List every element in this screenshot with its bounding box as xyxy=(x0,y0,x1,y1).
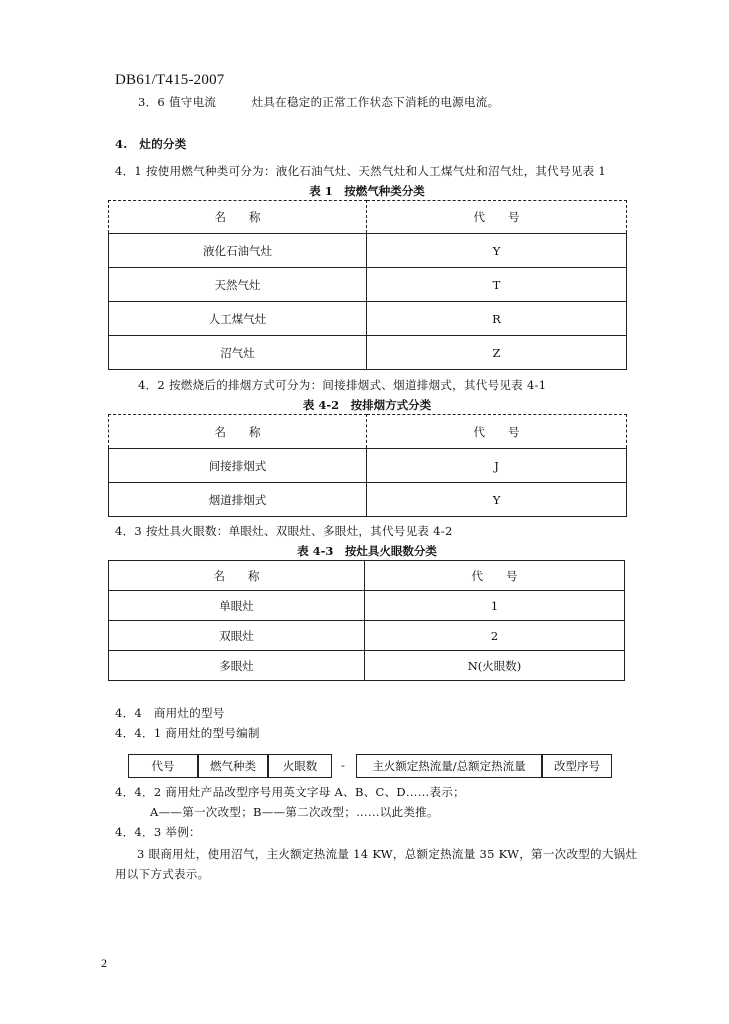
cell-name: 人工煤气灶 xyxy=(109,302,367,336)
cell-code: R xyxy=(367,302,627,336)
document-id: DB61/T415-2007 xyxy=(115,72,225,88)
clause-4-4-2: 4．4．2 商用灶产品改型序号用英文字母 A、B、C、D……表示； xyxy=(115,785,465,799)
cell-name: 双眼灶 xyxy=(109,621,365,651)
table-exhaust-type xyxy=(108,414,627,517)
cell-name: 液化石油气灶 xyxy=(109,234,367,268)
column-header-name: 名 称 xyxy=(109,415,367,449)
table-1-caption: 表 1 按燃气种类分类 xyxy=(309,184,425,198)
cell-name: 天然气灶 xyxy=(109,268,367,302)
column-header-name: 名 称 xyxy=(109,201,367,234)
table-gas-type xyxy=(108,200,627,370)
model-part-separator: - xyxy=(341,758,346,772)
clause-4-4-1: 4．4．1 商用灶的型号编制 xyxy=(115,726,260,740)
table-row xyxy=(109,651,625,681)
table-row xyxy=(109,336,627,370)
table-header-row xyxy=(109,415,627,449)
table-row xyxy=(109,302,627,336)
column-header-code: 代 号 xyxy=(367,415,627,449)
table-row xyxy=(109,621,625,651)
table-4-2-caption: 表 4-2 按排烟方式分类 xyxy=(302,398,432,412)
model-part-burner-count: 火眼数 xyxy=(268,754,332,778)
table-row xyxy=(109,483,627,517)
cell-name: 单眼灶 xyxy=(109,591,365,621)
model-part-revision: 改型序号 xyxy=(542,754,612,778)
table-row xyxy=(109,234,627,268)
cell-name: 多眼灶 xyxy=(109,651,365,681)
page-number: 2 xyxy=(101,956,107,970)
table-4-3-caption: 表 4-3 按灶具火眼数分类 xyxy=(297,544,437,558)
table-header-row xyxy=(109,201,627,234)
clause-4-1: 4．1 按使用燃气种类可分为：液化石油气灶、天然气灶和人工煤气灶和沼气灶，其代号见表 1 xyxy=(115,164,606,178)
model-part-gas-type: 燃气种类 xyxy=(198,754,268,778)
table-burner-count xyxy=(108,560,625,681)
model-code-format xyxy=(128,754,612,778)
column-header-name: 名 称 xyxy=(109,561,365,591)
example-line-2: 用以下方式表示。 xyxy=(115,867,210,881)
cell-code: Y xyxy=(367,234,627,268)
table-row xyxy=(109,591,625,621)
cell-name: 间接排烟式 xyxy=(109,449,367,483)
table-row xyxy=(109,449,627,483)
column-header-code: 代 号 xyxy=(365,561,625,591)
table-row xyxy=(109,268,627,302)
column-header-code: 代 号 xyxy=(367,201,627,234)
clause-4-4-heading: 4．4 商用灶的型号 xyxy=(115,706,225,720)
cell-name: 沼气灶 xyxy=(109,336,367,370)
cell-code: 1 xyxy=(365,591,625,621)
cell-code: N(火眼数) xyxy=(365,651,625,681)
cell-code: T xyxy=(367,268,627,302)
cell-code: Y xyxy=(367,483,627,517)
example-line-1: 3 眼商用灶，使用沼气，主火额定热流量 14 KW，总额定热流量 35 KW，第一次改型的大锅灶 xyxy=(137,847,638,861)
model-part-heat-flow: 主火额定热流量/总额定热流量 xyxy=(356,754,542,778)
clause-4-4-2-detail: A——第一次改型；B——第二次改型；……以此类推。 xyxy=(150,805,439,819)
table-header-row xyxy=(109,561,625,591)
cell-name: 烟道排烟式 xyxy=(109,483,367,517)
cell-code: J xyxy=(367,449,627,483)
clause-4-3: 4．3 按灶具火眼数：单眼灶、双眼灶、多眼灶，其代号见表 4-2 xyxy=(115,524,453,538)
section-4-heading: 4. 灶的分类 xyxy=(115,137,187,151)
clause-3-6: 3．6 值守电流 灶具在稳定的正常工作状态下消耗的电源电流。 xyxy=(138,95,500,109)
cell-code: 2 xyxy=(365,621,625,651)
clause-4-2: 4．2 按燃烧后的排烟方式可分为：间接排烟式、烟道排烟式，其代号见表 4-1 xyxy=(138,378,547,392)
model-part-code: 代号 xyxy=(128,754,198,778)
clause-4-4-3: 4．4．3 举例： xyxy=(115,825,201,839)
cell-code: Z xyxy=(367,336,627,370)
